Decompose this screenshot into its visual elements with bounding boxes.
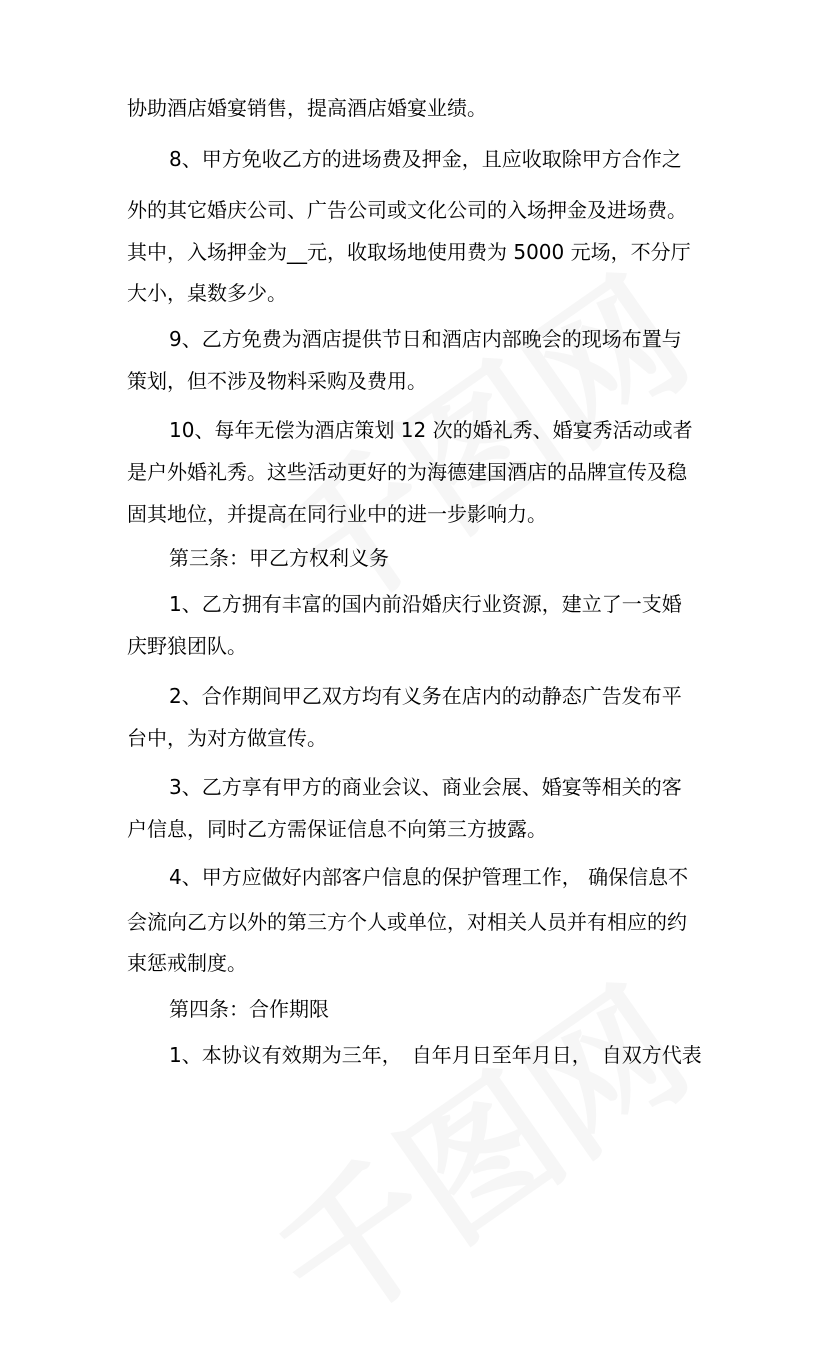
text-line: 是户外婚礼秀。这些活动更好的为海德建国酒店的品牌宣传及稳	[127, 460, 687, 484]
text-line: 束惩戒制度。	[127, 951, 247, 975]
text-line: 大小，桌数多少。	[127, 281, 287, 305]
text-line: 户信息，同时乙方需保证信息不向第三方披露。	[127, 817, 547, 841]
text-line: 其中，入场押金为__元，收取场地使用费为 5000 元场，不分厅	[127, 240, 691, 264]
section-heading: 第四条：合作期限	[169, 997, 329, 1021]
text-line: 3、乙方享有甲方的商业会议、商业会展、婚宴等相关的客	[169, 775, 682, 799]
text-line: 9、乙方免费为酒店提供节日和酒店内部晚会的现场布置与	[169, 327, 682, 351]
text-line: 外的其它婚庆公司、广告公司或文化公司的入场押金及进场费。	[127, 198, 687, 222]
text-line: 1、乙方拥有丰富的国内前沿婚庆行业资源，建立了一支婚	[169, 592, 682, 616]
text-line: 台中，为对方做宣传。	[127, 726, 327, 750]
text-line: 4、甲方应做好内部客户信息的保护管理工作， 确保信息不	[169, 865, 689, 889]
text-line: 协助酒店婚宴销售，提高酒店婚宴业绩。	[127, 96, 487, 120]
section-heading: 第三条：甲乙方权利义务	[169, 546, 389, 570]
text-line: 10、每年无偿为酒店策划 12 次的婚礼秀、婚宴秀活动或者	[169, 418, 693, 442]
text-line: 8、甲方免收乙方的进场费及押金，且应收取除甲方合作之	[169, 147, 682, 171]
text-line: 固其地位，并提高在同行业中的进一步影响力。	[127, 502, 547, 526]
text-line: 2、合作期间甲乙双方均有义务在店内的动静态广告发布平	[169, 684, 682, 708]
text-line: 庆野狼团队。	[127, 634, 247, 658]
text-line: 策划，但不涉及物料采购及费用。	[127, 369, 427, 393]
watermark	[229, 930, 722, 1365]
text-line: 1、本协议有效期为三年， 自年月日至年月日， 自双方代表	[169, 1043, 702, 1067]
text-line: 会流向乙方以外的第三方个人或单位，对相关人员并有相应的约	[127, 910, 687, 934]
